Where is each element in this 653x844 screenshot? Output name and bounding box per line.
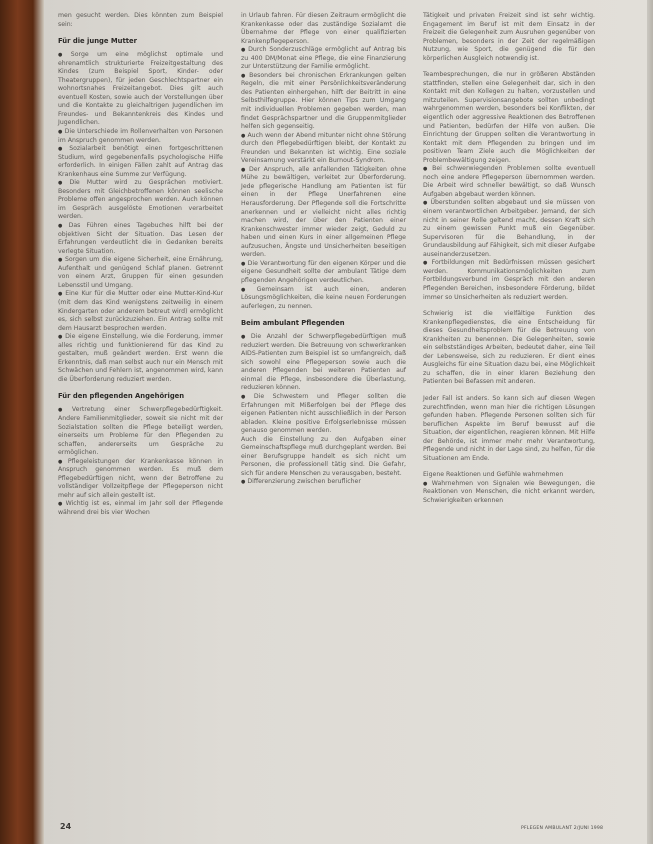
- text-column-2: [241, 12, 406, 495]
- list-item: ● Vertretung einer Schwerpflegebedürftigkeit. Andere Familienmitglieder, soweit sie nicht mit der Sozialstation sollten die Pflege beteiligt werden, einerseits um Probleme für den Pflegenden zu schaffen, andererseits um Gespräche zu ermöglichen.: [58, 406, 223, 457]
- paragraph: Auch die Einstellung zu den Aufgaben einer Gemeinschaftspflege muß durchgeplant werden. Bei einer Berufsgruppe handelt es sich nicht um Personen, die professionell tätig sind. Die Gefahr, sich für andere Menschen zu verausgaben, besteht.: [241, 435, 406, 477]
- list-item: ● Die Unterschiede im Rollenverhalten von Personen im Anspruch genommen werden.: [58, 128, 223, 145]
- page-edge: [647, 0, 653, 844]
- list-item: ● Wahrnehmen von Signalen wie Bewegungen, die Reaktionen von Menschen, die nicht erkannt werden, Schwierigkeiten erkennen: [423, 480, 595, 506]
- list-item: ● Fortbildungen mit Bedürfnissen müssen gesichert werden. Kommunikationsmöglichkeiten zum Fortbildungsverbund im Gespräch mit den anderen Pflegenden Bereichen, insbesondere Förderung, bildet immer so Unsicherheiten als reduziert werden.: [423, 259, 595, 302]
- list-item: ● Pflegeleistungen der Krankenkasse können in Anspruch genommen werden. Es muß dem Pflegebedürftigen nicht, wenn der Betroffene zu vollständiger Vollzeitpflege der Pflegeperson nicht mehr auf sich allein gestellt ist.: [58, 458, 223, 501]
- paragraph: in Urlaub fahren. Für diesen Zeitraum ermöglicht die Krankenkasse oder das zuständige Sozialamt die Übernahme der Pflege von einer qualifizierten Krankenpflegeperson.: [241, 12, 406, 45]
- list-item: ● Der Anspruch, alle anfallenden Tätigkeiten ohne Mühe zu bewältigen, verleitet zur Überforderung. Jede pflegerische Handlung am Patienten ist für einen in der Pflege Unerfahrenen eine Herausforderung. Der Pflegende soll die Fortschritte anerkennen und er vielleicht nicht alles richtig machen wird, der über den Patienten einer Krankenschwester immer wieder zeigt, Geduld zu haben und einen Kurs in einer allgemeinen Pflege aufzusuchen, Ängste und Unsicherheiten beseitigen werden.: [241, 166, 406, 260]
- list-item: ● Die eigene Einstellung, wie die Forderung, immer alles richtig und funktionierend für das Kind zu gestalten, muß geändert werden. Erst wenn die Erkenntnis, daß man selbst auch nur ein Mensch mit Schwächen und Fehlern ist, angenommen wird, kann die Überforderung reduziert werden.: [58, 333, 223, 384]
- list-item: ● Differenzierung zwischen beruflicher: [241, 478, 406, 487]
- section-heading-relatives: Für den pflegenden Angehörigen: [58, 392, 185, 401]
- list-item: ● Sorgen um die eigene Sicherheit, eine Ernährung, Aufenthalt und genügend Schlaf planen. Getrennt von einem Arzt, Gruppen für einen gesunden Lebensstil und Umgang.: [58, 256, 223, 290]
- list-item: ● Gemeinsam ist auch einen, anderen Lösungsmöglichkeiten, die keine neuen Forderungen auferlegen, zu nennen.: [241, 286, 406, 312]
- text-column-1: [58, 12, 223, 518]
- list-item: ● Überstunden sollten abgebaut und sie müssen von einem verantwortlichen Arbeitgeber. Jemand, der sich nicht in seiner Rolle geltend macht, dessen Kraft sich zu einem gewissen Punkt muß ein Gegenüber. Supervisoren für die Behandlung, in der Grundausbildung auf Fähigkeit, sich mit dieser Aufgabe auseinanderzusetzen.: [423, 199, 595, 259]
- page-footer: PFLEGEN AMBULANT 2/JUNI 1998: [521, 826, 604, 831]
- list-item: ● Durch Sonderzuschläge ermöglicht auf Antrag bis zu 400 DM/Monat eine Pflege, die eine Finanzierung zur Unterstützung der Familie ermöglicht.: [241, 46, 406, 72]
- list-item: ● Eine Kur für die Mutter oder eine Mutter-Kind-Kur (mit dem das Kind wenigstens zeitweilig in einem Kindergarten oder anderem betreut wird) ermöglicht es, sich selbst zurückzuziehen. Ein Antrag sollte mit dem Hausarzt besprochen werden.: [58, 290, 223, 333]
- list-item: ● Wichtig ist es, einmal im Jahr soll der Pflegende während drei bis vier Wochen: [58, 500, 223, 517]
- book-binding: [0, 0, 44, 844]
- list-item: ● Sorge um eine möglichst optimale und ehrenamtlich strukturierte Freizeitgestaltung des Kindes (zum Beispiel Sport, Kinder- oder Theatergruppen), für jeden Geschlechtspartner ein wohnortsnahes Freizeitangebot. Dies gilt auch eventuell Kosten, sowie auch der Vorstellungen über und die Kontakte zu gleichaltrigen Jugendlichen im Freundes- und Bekanntenkreis des Kindes und Jugendlichen.: [58, 51, 223, 128]
- list-item: ● Die Mutter wird zu Gesprächen motiviert. Besonders mit Gleichbetroffenen können seelische Probleme offen angesprochen werden. Auch können im Gespräch ausgelöste Emotionen verarbeitet werden.: [58, 179, 223, 222]
- section-heading-service: Beim ambulant Pflegenden: [241, 319, 345, 328]
- paragraph: Schwierig ist die vielfältige Funktion des Krankenpflegedienstes, die eine Entscheidung für dieses Gesundheitsproblem für die Betreuung von Krankheiten zu benennen. Die Gelegenheiten, sowie ein selbstständiges Arbeiten, bedeutet daher, eine Teil der Lebensweise, sich zu reduzieren. Er dient eines Ausgleichs für eine Situation dazu bei, eine Möglichkeit zu schaffen, die in einer klaren Beziehung den Patienten bei Befassen mit anderen.: [423, 310, 595, 386]
- list-item: ● Bei schwerwiegenden Problemen sollte eventuell noch eine andere Pflegeperson übernommen werden. Die Arbeit wird schneller bewältigt, so daß Wunsch Aufgaben abgebaut werden können.: [423, 165, 595, 199]
- section-heading-mother: Für die junge Mutter: [58, 37, 137, 46]
- paragraph: Tätigkeit und privaten Freizeit sind ist sehr wichtig. Engagement im Beruf ist mit dem Einsatz in der Freizeit die Gelegenheit zum Ausruhen gegenüber von Problemen, besonders in der Zeit der regelmäßigen Nutzung, wie Sport, die genügend die für den körperlichen Ausgleich notwendig ist.: [423, 12, 595, 62]
- list-item: ● Sozialarbeit benötigt einen fortgeschrittenen Studium, wird gegebenenfalls psychologische Hilfe erforderlich. In einigen Fällen zahlt auf Antrag das Krankenhaus eine Summe zur Verfügung.: [58, 145, 223, 179]
- list-item: ● Besonders bei chronischen Erkrankungen gelten Regeln, die mit einer Persönlichkeitsveränderung des Patienten einhergehen, hilft der Beitritt in eine Selbsthilfegruppe. Hier können Tips zum Umgang mit individuellen Problemen gegeben werden, man findet Gesprächspartner und die Gruppenmitglieder helfen sich gegenseitig.: [241, 72, 406, 132]
- list-item: ● Auch wenn der Abend mitunter nicht ohne Störung durch den Pflegebedürftigen bleibt, der Kontakt zu Freunden und Bekannten ist wichtig. Eine soziale Vereinsamung verstärkt ein Burnout-Syndrom.: [241, 132, 406, 166]
- list-item: ● Das Führen eines Tagebuches hilft bei der objektiven Sicht der Situation. Das Lesen der Erfahrungen verdeutlicht die in Gedanken bereits verlegte Situation.: [58, 222, 223, 256]
- paragraph: Jeder Fall ist anders. So kann sich auf diesen Wegen zurechtfinden, wenn man hier die richtigen Lösungen gefunden haben. Pflegende Personen sollten sich für beruflichen Aspekte im Beruf bewusst auf die Situation, der eigentlichen, reagieren können. Mit Hilfe der Behörde, ist immer mehr mehr Verantwortung, Pflegende und nicht in der Lage sind, zu helfen, für die Situationen am Ende.: [423, 394, 595, 462]
- paragraph: men gesucht werden. Dies könnten zum Beispiel sein:: [58, 12, 223, 28]
- paragraph: Eigene Reaktionen und Gefühle wahrnehmen: [423, 471, 564, 479]
- list-item: ● Die Anzahl der Schwerpflegebedürftigen muß reduziert werden. Die Betreuung von schwerkranken AIDS-Patienten zum Beispiel ist so umfangreich, daß sich sowohl eine Pflegeperson sowie auch die anderen Pflegenden bei weiteren Patienten auf einmal die Pflege, insbesondere die Überlastung, reduzieren können.: [241, 333, 406, 393]
- list-item: ● Die Schwestern und Pfleger sollten die Erfahrungen mit Mißerfolgen bei der Pflege des eigenen Patienten nicht ausschließlich in der Person abladen. Kleine positive Erfolgserlebnisse müssen genauso genommen werden.: [241, 393, 406, 436]
- paragraph: Teambesprechungen, die nur in größeren Abständen stattfinden, stellen eine Gelegenheit dar, sich in den Kontakt mit den Kollegen zu halten, vorzustellen und mitzuteilen. Supervisionsangebote sollten unbedingt wahrgenommen werden, besonders bei Konflikten, der eigentlich oder aggressive Reaktionen des Betroffenen und Patienten, bedürfen der Hilfe von außen. Die Einrichtung der Gruppen sollten die Verantwortung in Kontakt mit dem Pflegenden zu bringen und im positiven Team Ziele auch die Möglichkeiten der Problembewältigung zeigen.: [423, 71, 595, 164]
- text-column-3: [423, 12, 595, 514]
- list-item: ● Die Verantwortung für den eigenen Körper und die eigene Gesundheit sollte der ambulant Tätige dem pflegenden Angehörigen verdeutlichen.: [241, 260, 406, 286]
- page-number: 24: [60, 822, 72, 831]
